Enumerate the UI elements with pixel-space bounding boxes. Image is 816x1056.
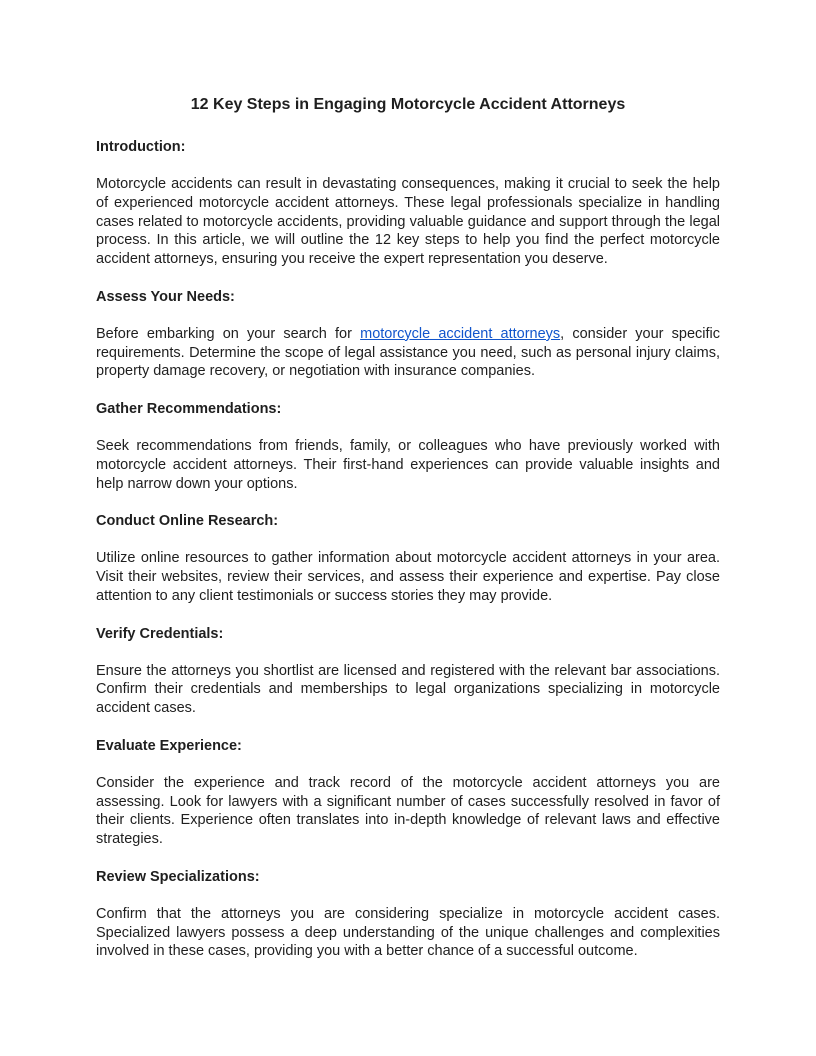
section-body-evaluate-experience: Consider the experience and track record of the motorcycle accident attorneys you are assessing. Look for lawyers with a significant number of cases successfully resolved in favor of their clients. Experience often translates into in-depth knowledge of relevant laws and effective strategies. bbox=[96, 774, 720, 847]
section-heading-online-research: Conduct Online Research: bbox=[96, 513, 279, 530]
assess-body-after-link: , consider your specific requirements. Determine the scope of legal assistance you need, such as personal injury claims, property damage recovery, or negotiation with insurance companies. bbox=[96, 325, 721, 380]
section-heading-evaluate-experience: Evaluate Experience: bbox=[96, 737, 242, 754]
section-body-assess-needs bbox=[96, 325, 720, 381]
motorcycle-attorneys-link[interactable]: motorcycle accident attorneys bbox=[360, 325, 561, 342]
section-body-online-research: Utilize online resources to gather information about motorcycle accident attorneys in your area. Visit their websites, review their services, and assess their experience and expertise. Pay close attention to any client testimonials or success stories they may provide. bbox=[96, 550, 720, 604]
section-heading-review-specializations: Review Specializations: bbox=[96, 868, 260, 885]
section-body-review-specializations: Confirm that the attorneys you are considering specialize in motorcycle accident cases. Specialized lawyers possess a deep understanding of the unique challenges and complexities involved in these cases, providing you with a better chance of a successful outcome. bbox=[96, 905, 720, 960]
section-heading-gather-recommendations: Gather Recommendations: bbox=[96, 401, 282, 417]
section-heading-introduction: Introduction: bbox=[96, 139, 186, 155]
section-body-verify-credentials: Ensure the attorneys you shortlist are licensed and registered with the relevant bar associations. Confirm their credentials and memberships to legal organizations specializing in motorcycle accident cases. bbox=[96, 662, 720, 716]
document-page bbox=[96, 94, 720, 980]
section-heading-verify-credentials: Verify Credentials: bbox=[96, 625, 224, 642]
section-heading-assess-needs: Assess Your Needs: bbox=[96, 288, 235, 305]
section-body-introduction: Motorcycle accidents can result in devastating consequences, making it crucial to seek the help of experienced motorcycle accident attorneys. These legal professionals specialize in handling cases related to motorcycle accidents, providing valuable guidance and support through the legal process. In this article, we will outline the 12 key steps to help you find the perfect motorcycle accident attorneys, ensuring you receive the expert representation you deserve. bbox=[96, 176, 720, 267]
section-body-gather-recommendations: Seek recommendations from friends, family, or colleagues who have previously worked with motorcycle accident attorneys. Their first-hand experiences can provide valuable insights and help narrow down your options. bbox=[96, 438, 720, 492]
assess-body-before-link: Before embarking on your search for bbox=[96, 325, 361, 342]
page-title: 12 Key Steps in Engaging Motorcycle Accident Attorneys bbox=[190, 96, 626, 113]
